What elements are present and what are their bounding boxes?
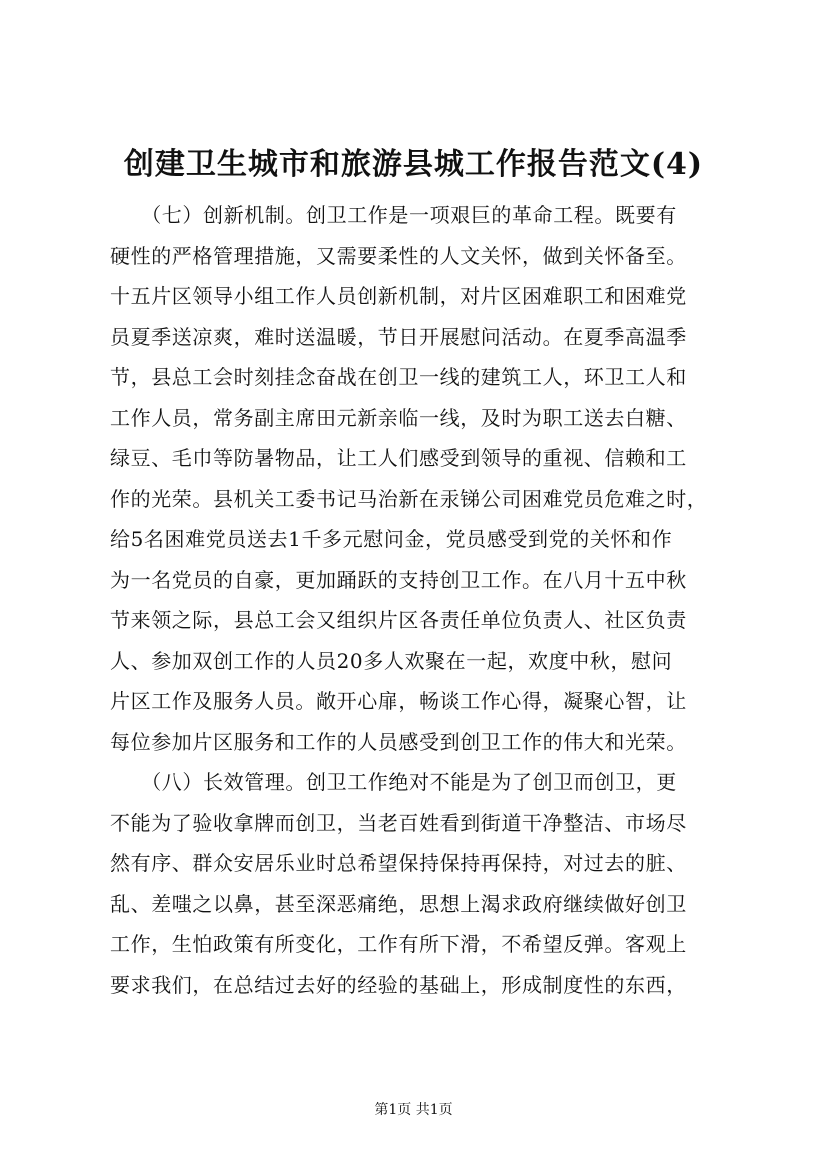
- body-line: 要求我们，在总结过去好的经验的基础上，形成制度性的东西，: [110, 972, 687, 997]
- document-body: [110, 195, 730, 1005]
- body-line: 节来领之际，县总工会又组织片区各责任单位负责人、社区负责: [110, 608, 687, 632]
- body-line: 人、参加双创工作的人员20多人欢聚在一起，欢度中秋，慰问: [110, 648, 673, 673]
- body-line: （八）长效管理。创卫工作绝对不能是为了创卫而创卫，更: [110, 770, 677, 794]
- body-line: 给5名困难党员送去1千多元慰问金，党员感受到党的关怀和作: [110, 527, 673, 551]
- body-line: 乱、差嗤之以鼻，甚至深恶痛绝，思想上渴求政府继续做好创卫: [110, 891, 687, 916]
- body-line: 工作，生怕政策有所变化，工作有所下滑，不希望反弹。客观上: [110, 932, 687, 956]
- body-line: 然有序、群众安居乐业时总希望保持保持再保持，对过去的脏、: [110, 851, 687, 875]
- body-line: 为一名党员的自豪，更加踊跃的支持创卫工作。在八月十五中秋: [110, 567, 687, 592]
- body-line: 每位参加片区服务和工作的人员感受到创卫工作的伟大和光荣。: [110, 729, 687, 754]
- body-line: 不能为了验收拿牌而创卫，当老百姓看到街道干净整洁、市场尽: [110, 810, 687, 835]
- body-line: 硬性的严格管理措施，又需要柔性的人文关怀，做到关怀备至。: [110, 243, 687, 268]
- body-line: （七）创新机制。创卫工作是一项艰巨的革命工程。既要有: [110, 203, 677, 227]
- page-footer: 第1页 共1页: [374, 1102, 453, 1118]
- document-title: 创建卫生城市和旅游县城工作报告范文(4): [123, 147, 704, 182]
- body-line: 绿豆、毛巾等防暑物品，让工人们感受到领导的重视、信赖和工: [110, 446, 687, 470]
- body-line: 员夏季送凉爽，难时送温暖，节日开展慰问活动。在夏季高温季: [110, 324, 687, 349]
- body-line: 十五片区领导小组工作人员创新机制，对片区困难职工和困难党: [110, 284, 687, 308]
- body-line: 工作人员，常务副主席田元新亲临一线，及时为职工送去白糖、: [110, 405, 687, 430]
- body-line: 节，县总工会时刻挂念奋战在创卫一线的建筑工人，环卫工人和: [110, 365, 687, 389]
- body-line: 片区工作及服务人员。敞开心扉，畅谈工作心得，凝聚心智，让: [110, 689, 687, 713]
- body-line: 作的光荣。县机关工委书记马治新在汞锑公司困难党员危难之时，: [110, 486, 708, 511]
